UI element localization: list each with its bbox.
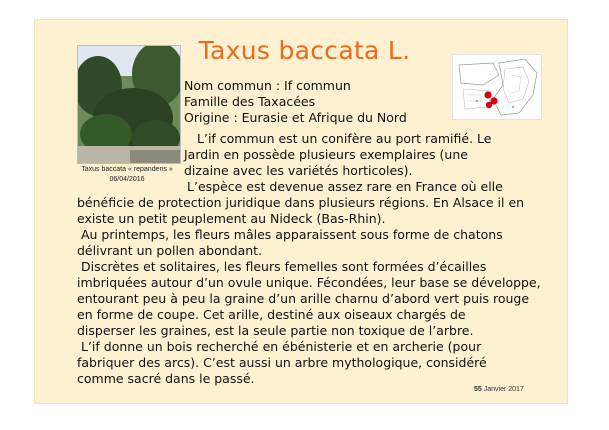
photo-caption-name: Taxus baccata « repandens » xyxy=(81,166,173,173)
description-line: Au printemps, les fleurs mâles apparaissent sous forme de chatons xyxy=(77,227,503,242)
description-line: imbriquées autour d’un ovule unique. Fécondées, leur base se développe, xyxy=(77,275,541,290)
family: Famille des Taxacées xyxy=(184,94,316,109)
description-text xyxy=(77,131,557,387)
location-marker-3 xyxy=(486,102,492,108)
description-line: comme sacré dans le passé. xyxy=(77,371,255,386)
publication-date: Janvier 2017 xyxy=(483,386,524,393)
page-title: Taxus baccata L. xyxy=(198,36,411,65)
description-line: existe un petit peuplement au Nideck (Bas-Rhin). xyxy=(77,211,386,226)
photo-caption-date: 06/04/2016 xyxy=(109,176,145,183)
description-line: Discrètes et solitaires, les fleurs femelles sont formées d’écailles xyxy=(77,259,487,274)
description-line: bénéficie de protection juridique dans plusieurs régions. En Alsace il en xyxy=(77,195,525,210)
plant-info xyxy=(184,78,407,126)
footer-date xyxy=(474,386,524,393)
garden-location-map xyxy=(452,54,542,120)
description-line: en forme de coupe. Cet arille, destiné aux oiseaux chargés de xyxy=(77,307,466,322)
description-line: fabriquer des arcs). C’est aussi un arbre mythologique, considéré xyxy=(77,355,487,370)
description-line: entourant peu à peu la graine d’un arille charnu d’abord vert puis rouge xyxy=(77,291,530,306)
description-line: L’if commun est un conifère au port ramifié. Le xyxy=(197,131,492,146)
origin: Origine : Eurasie et Afrique du Nord xyxy=(184,110,407,125)
description-line: L’if donne un bois recherché en ébénisterie et en archerie (pour xyxy=(77,339,482,354)
description-line: disperser les graines, est la seule partie non toxique de l’arbre. xyxy=(77,323,474,338)
page-number: 55 xyxy=(474,386,482,393)
description-line: L’espèce est devenue assez rare en France où elle xyxy=(187,179,503,194)
description-line: Jardin en possède plusieurs exemplaires (une xyxy=(184,147,468,162)
description-line: délivrant un pollen abondant. xyxy=(77,243,263,258)
common-name: Nom commun : If commun xyxy=(184,78,351,93)
description-line: dizaine avec les variétés horticoles). xyxy=(184,163,413,178)
location-marker-1 xyxy=(484,91,491,98)
